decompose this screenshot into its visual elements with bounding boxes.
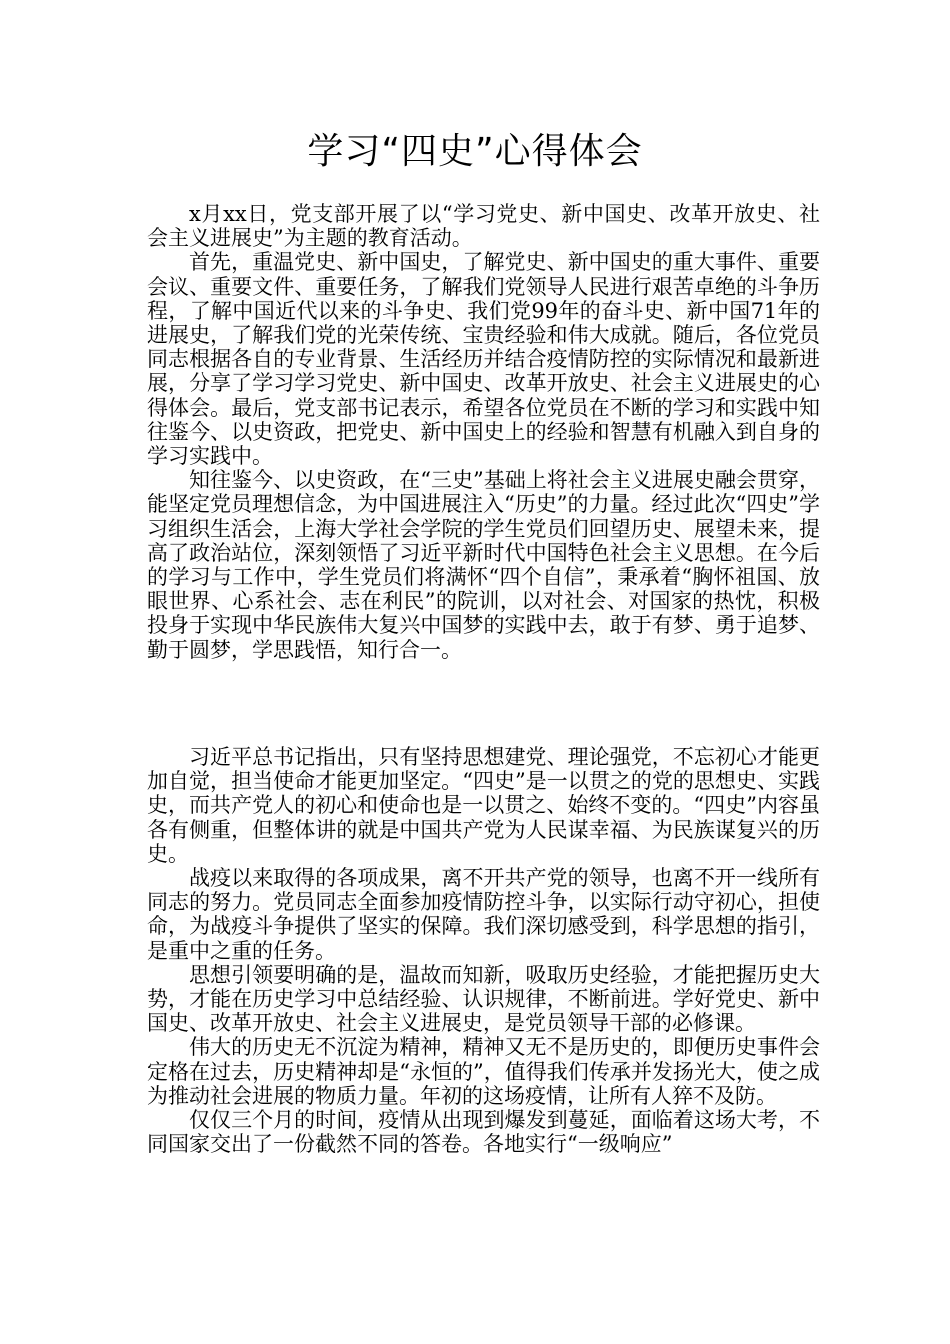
paragraph: 仅仅三个月的时间，疫情从出现到爆发到蔓延，面临着这场大考，不同国家交出了一份截然不同的答卷。各地实行“一级响应” bbox=[147, 1108, 820, 1157]
paragraph: 思想引领要明确的是，温故而知新，吸取历史经验，才能把握历史大势，才能在历史学习中总结经验、认识规律，不断前进。学好党史、新中国史、改革开放史、社会主义进展史，是党员领导干部的必修课。 bbox=[147, 962, 820, 1036]
document-title: 学习“四史”心得体会 bbox=[307, 131, 643, 172]
paragraph: 战疫以来取得的各项成果，离不开共产党的领导，也离不开一线所有同志的努力。党员同志全面参加疫情防控斗争，以实际行动守初心，担使命，为战疫斗争提供了坚实的保障。我们深切感受到，科学思想的指引，是重中之重的任务。 bbox=[147, 866, 820, 963]
section-reflections bbox=[147, 745, 820, 1156]
paragraph: 习近平总书记指出，只有坚持思想建党、理论强党，不忘初心才能更加自觉，担当使命才能更加坚定。“四史”是一以贯之的党的思想史、实践史，而共产党人的初心和使命也是一以贯之、始终不变的。“四史”内容虽各有侧重，但整体讲的就是中国共产党为人民谋幸福、为民族谋复兴的历史。 bbox=[147, 745, 820, 866]
paragraph: 首先，重温党史、新中国史，了解党史、新中国史的重大事件、重要会议、重要文件、重要任务，了解我们党领导人民进行艰苦卓绝的斗争历程，了解中国近代以来的斗争史、我们党99年的奋斗史、新中国71年的进展史，了解我们党的光荣传统、宝贵经验和伟大成就。随后，各位党员同志根据各自的专业背景、生活经历并结合疫情防控的实际情况和最新进展，分享了学习学习党史、新中国史、改革开放史、社会主义进展史的心得体会。最后，党支部书记表示，希望各位党员在不断的学习和实践中知往鉴今、以史资政，把党史、新中国史上的经验和智慧有机融入到自身的学习实践中。 bbox=[147, 250, 820, 469]
section-activity-report bbox=[147, 202, 820, 662]
paragraph: 伟大的历史无不沉淀为精神，精神又无不是历史的，即便历史事件会定格在过去，历史精神却是“永恒的”，值得我们传承并发扬光大，使之成为推动社会进展的物质力量。年初的这场疫情，让所有人猝不及防。 bbox=[147, 1035, 820, 1108]
paragraph: x月xx日，党支部开展了以“学习党史、新中国史、改革开放史、社会主义进展史”为主题的教育活动。 bbox=[147, 202, 820, 251]
paragraph: 知往鉴今、以史资政，在“三史”基础上将社会主义进展史融会贯穿，能坚定党员理想信念，为中国进展注入“历史”的力量。经过此次“四史”学习组织生活会，上海大学社会学院的学生党员们回望历史、展望未来，提高了政治站位，深刻领悟了习近平新时代中国特色社会主义思想。在今后的学习与工作中，学生党员们将满怀“四个自信”，秉承着“胸怀祖国、放眼世界、心系社会、志在利民”的院训，以对社会、对国家的热忱，积极投身于实现中华民族伟大复兴中国梦的实践中去，敢于有梦、勇于追梦、勤于圆梦，学思践悟，知行合一。 bbox=[147, 468, 820, 662]
